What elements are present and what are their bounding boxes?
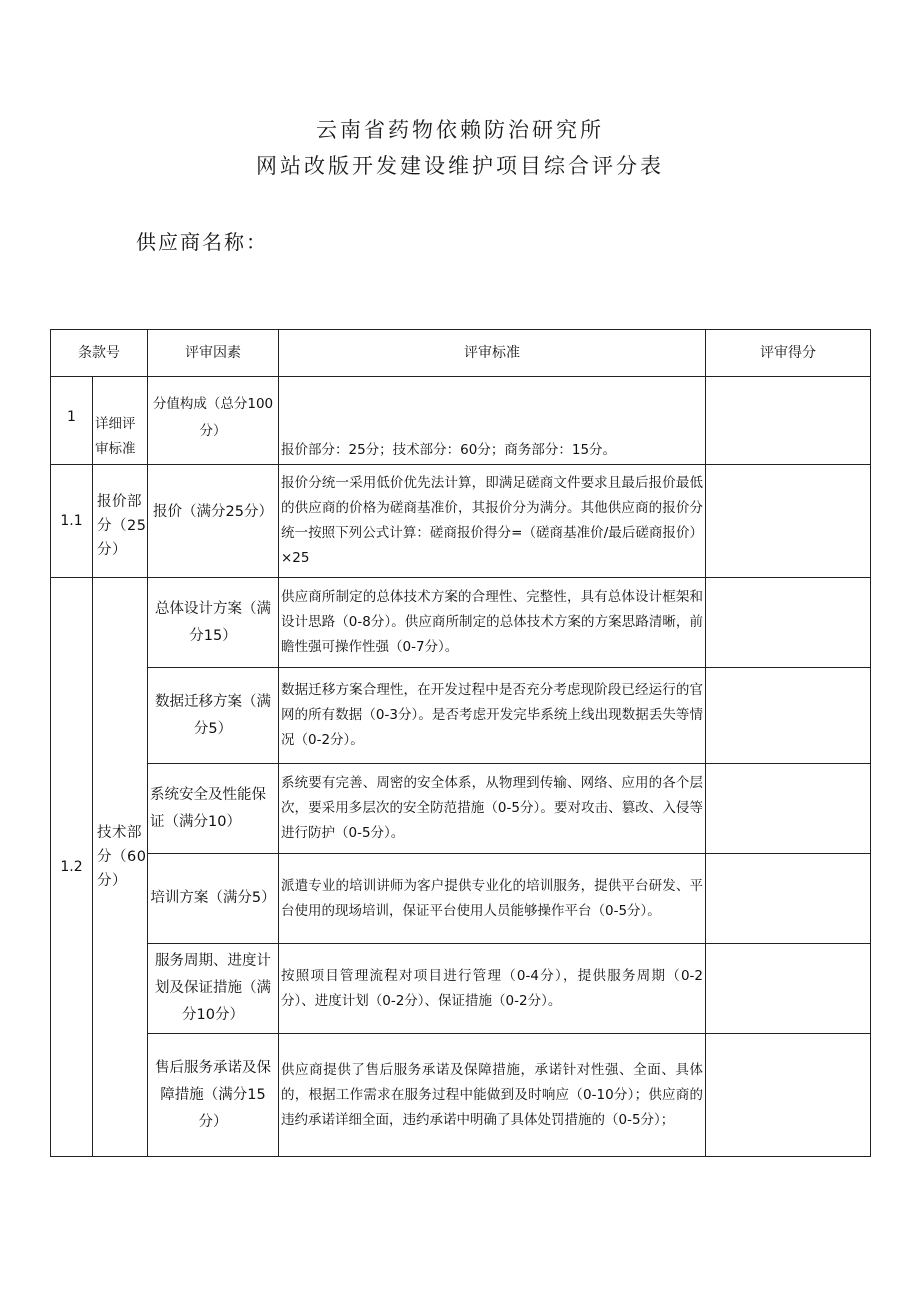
table-row [51,668,871,764]
header-score: 评审得分 [706,330,871,377]
factor-cell: 总体设计方案（满分15） [148,578,279,668]
score-cell[interactable] [706,764,871,854]
clause-number: 1.1 [51,465,93,578]
factor-cell: 售后服务承诺及保障措施（满分15分） [148,1034,279,1157]
factor-cell: 系统安全及性能保证（满分10） [148,764,279,854]
document-title-line2: 网站改版开发建设维护项目综合评分表 [256,154,664,178]
score-cell[interactable] [706,1034,871,1157]
factor-cell: 报价（满分25分） [148,465,279,578]
table-header-row [51,330,871,377]
standard-cell: 报价部分：25分；技术部分：60分；商务部分：15分。 [279,377,706,465]
standard-cell: 报价分统一采用低价优先法计算，即满足磋商文件要求且最后报价最低的供应商的价格为磋商基准价，其报价分为满分。其他供应商的报价分统一按照下列公式计算：磋商报价得分=（磋商基准价/最后磋商报价）×25 [279,465,706,578]
score-cell[interactable] [706,465,871,578]
score-cell[interactable] [706,578,871,668]
score-cell[interactable] [706,944,871,1034]
standard-cell: 系统要有完善、周密的安全体系，从物理到传输、网络、应用的各个层次，要采用多层次的安全防范措施（0-5分）。要对攻击、篡改、入侵等进行防护（0-5分）。 [279,764,706,854]
score-cell[interactable] [706,854,871,944]
category-cell: 详细评审标准 [93,377,148,465]
standard-cell: 派遣专业的培训讲师为客户提供专业化的培训服务，提供平台研发、平台使用的现场培训，保证平台使用人员能够操作平台（0-5分）。 [279,854,706,944]
standard-cell: 供应商所制定的总体技术方案的合理性、完整性，具有总体设计框架和设计思路（0-8分）。供应商所制定的总体技术方案的方案思路清晰，前瞻性强可操作性强（0-7分）。 [279,578,706,668]
supplier-name-label: 供应商名称： [136,230,268,254]
table-row [51,764,871,854]
standard-cell: 供应商提供了售后服务承诺及保障措施，承诺针对性强、全面、具体的，根据工作需求在服务过程中能做到及时响应（0-10分）；供应商的违约承诺详细全面，违约承诺中明确了具体处罚措施的（0-5分）； [279,1034,706,1157]
header-factor: 评审因素 [148,330,279,377]
scoring-table [50,329,871,1157]
clause-number: 1 [51,377,93,465]
header-clause: 条款号 [51,330,148,377]
table-row [51,1034,871,1157]
table-row [51,944,871,1034]
table-row [51,854,871,944]
score-cell[interactable] [706,668,871,764]
score-cell[interactable] [706,377,871,465]
header-standard: 评审标准 [279,330,706,377]
factor-cell: 服务周期、进度计划及保证措施（满分10分） [148,944,279,1034]
document-title-line1: 云南省药物依赖防治研究所 [316,118,604,142]
table-row [51,578,871,668]
category-cell: 技术部分（60分） [93,578,148,1157]
factor-cell: 分值构成（总分100分） [148,377,279,465]
standard-cell: 按照项目管理流程对项目进行管理（0-4分），提供服务周期（0-2分）、进度计划（0-2分）、保证措施（0-2分）。 [279,944,706,1034]
standard-cell: 数据迁移方案合理性，在开发过程中是否充分考虑现阶段已经运行的官网的所有数据（0-3分）。是否考虑开发完毕系统上线出现数据丢失等情况（0-2分）。 [279,668,706,764]
category-cell: 报价部分（25分） [93,465,148,578]
factor-cell: 培训方案（满分5） [148,854,279,944]
clause-number: 1.2 [51,578,93,1157]
factor-cell: 数据迁移方案（满分5） [148,668,279,764]
table-row [51,465,871,578]
table-row [51,377,871,465]
